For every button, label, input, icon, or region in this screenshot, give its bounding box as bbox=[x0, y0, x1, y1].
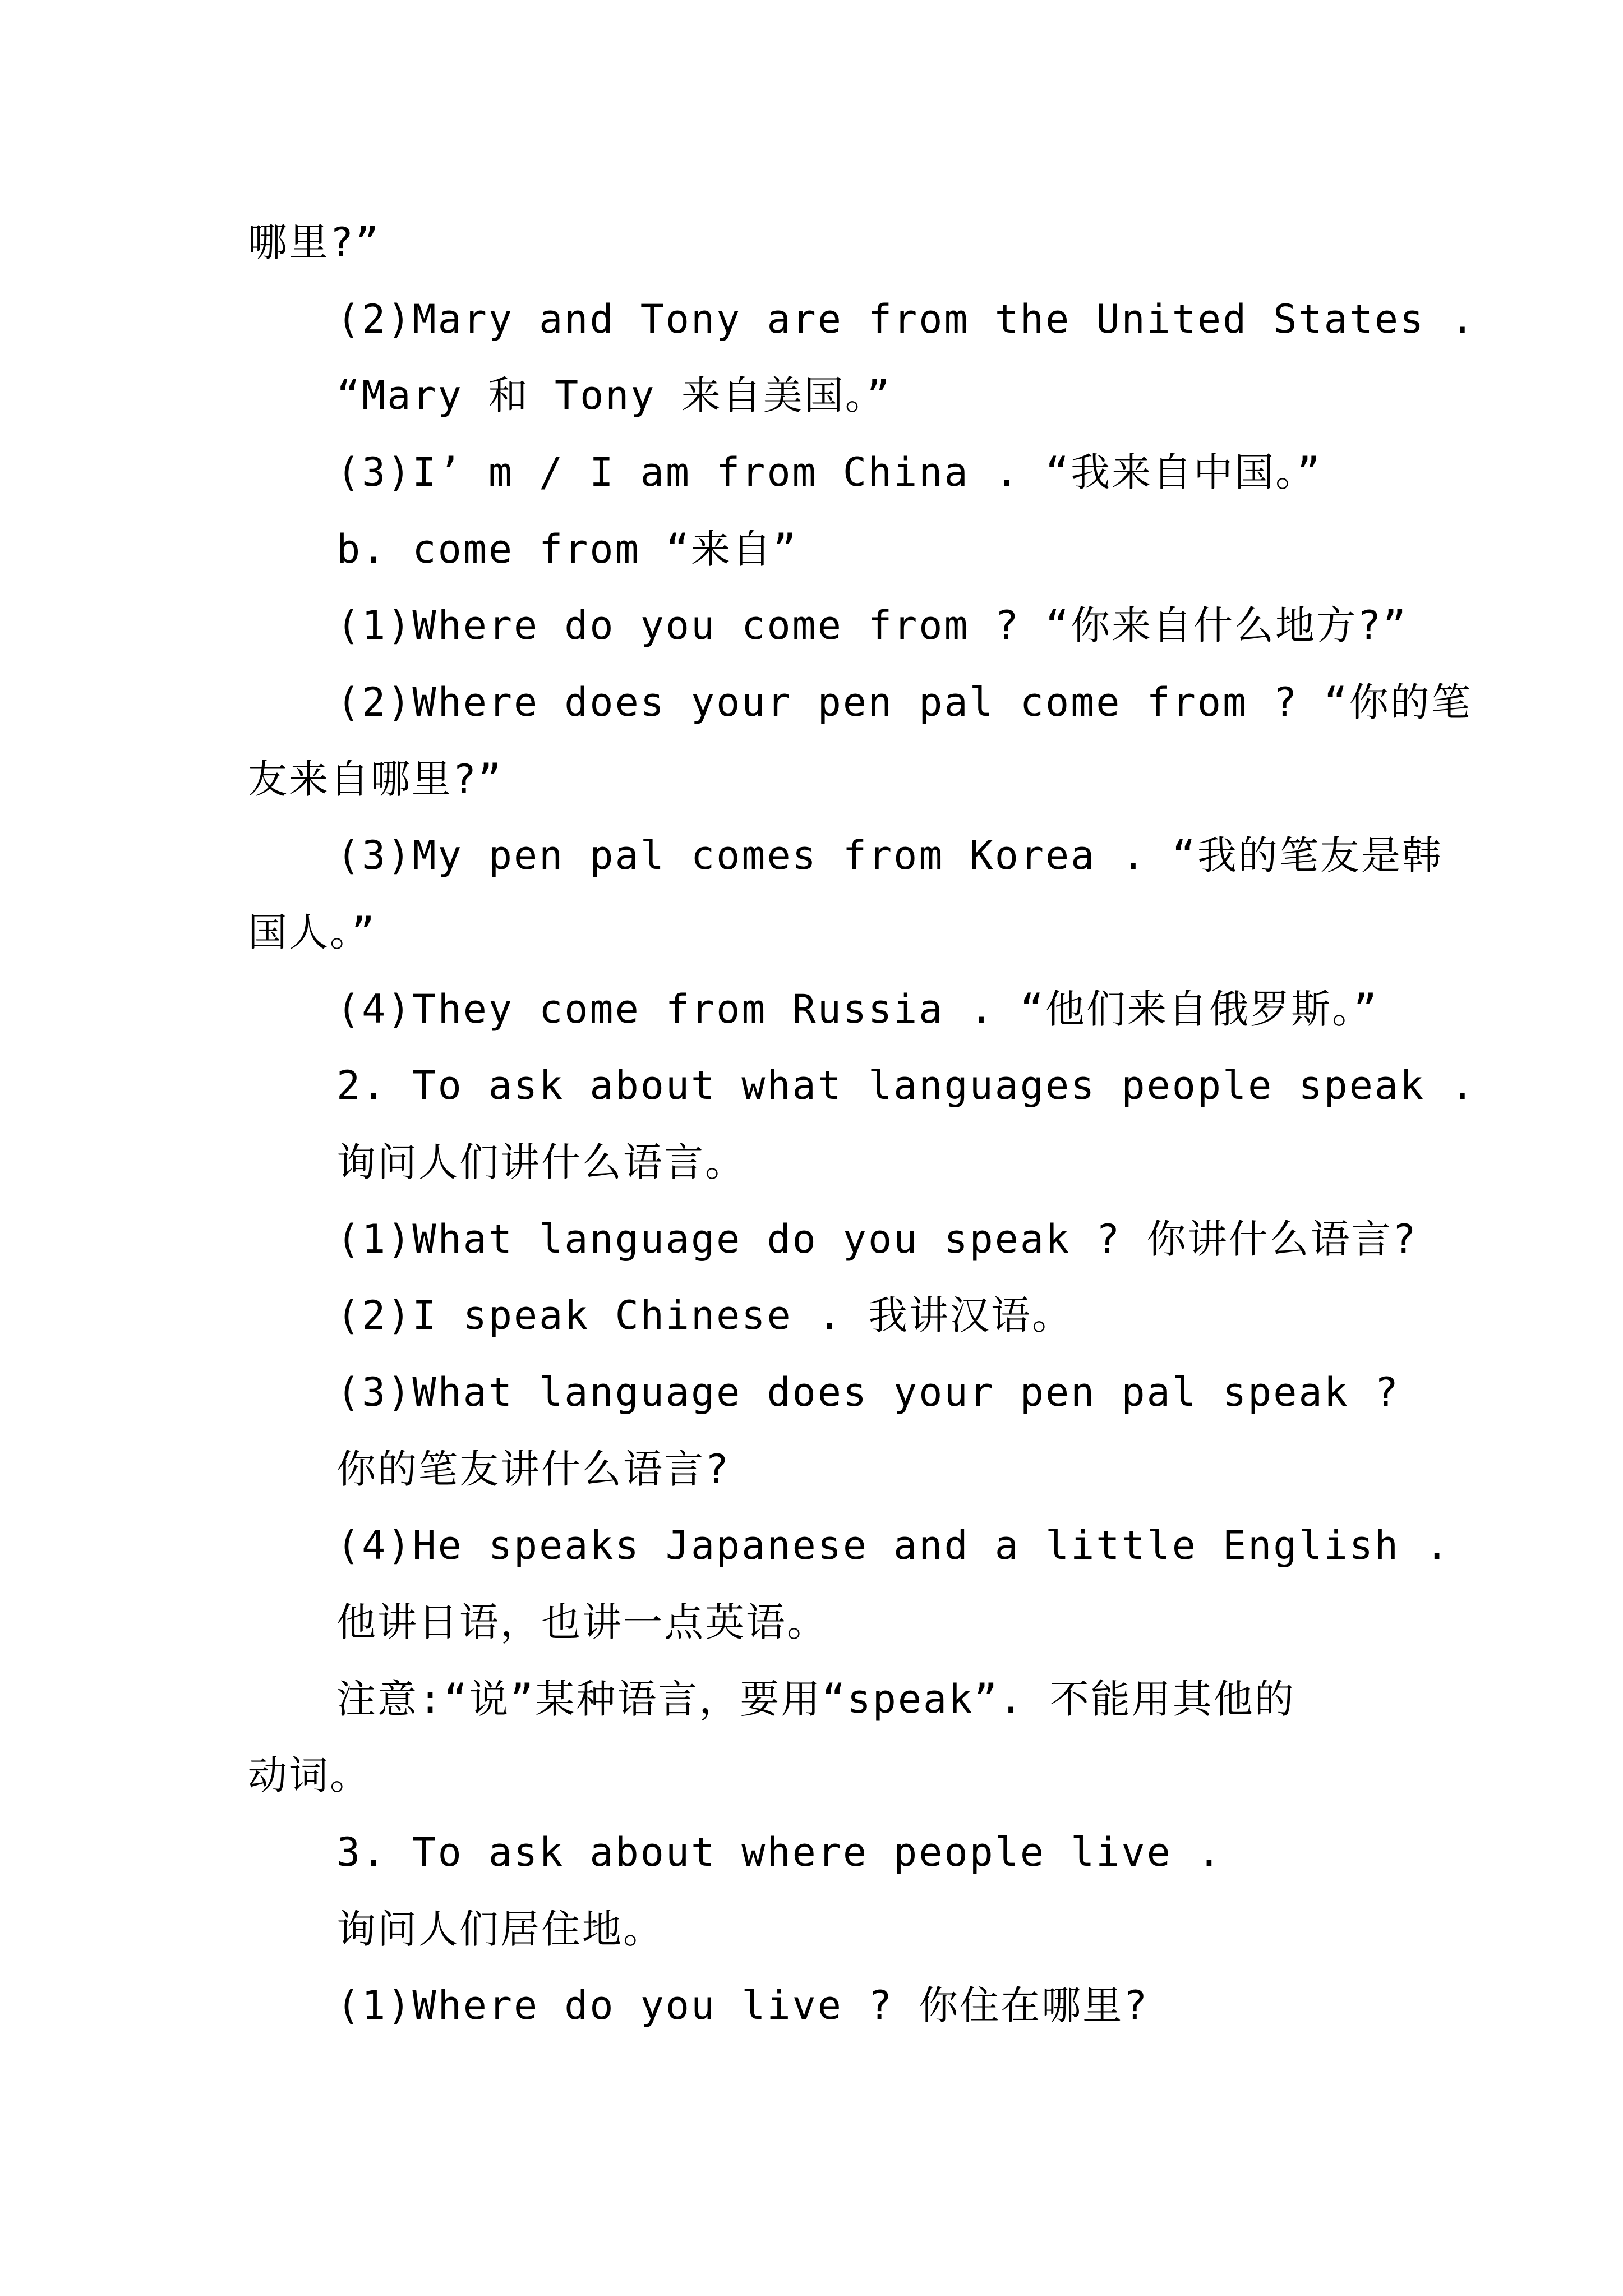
text-line: (1)Where do you come from ? “你来自什么地方?” bbox=[336, 602, 1408, 648]
text-line: 他讲日语，也讲一点英语。 bbox=[336, 1599, 828, 1645]
text-line: 你的笔友讲什么语言? bbox=[336, 1446, 731, 1492]
text-line: (3)My pen pal comes from Korea . “我的笔友是韩 bbox=[336, 832, 1443, 878]
text-line: (3)What language does your pen pal speak ? bbox=[336, 1369, 1400, 1415]
text-line: 2. To ask about what languages people speak . bbox=[336, 1062, 1476, 1108]
text-line: (2)I speak Chinese . 我讲汉语。 bbox=[336, 1292, 1073, 1338]
text-line: (3)I’ m / I am from China . “我来自中国。” bbox=[336, 449, 1322, 495]
text-line: b. come from “来自” bbox=[336, 526, 799, 572]
text-line: (1)Where do you live ? 你住在哪里? bbox=[336, 1982, 1149, 2028]
text-line: 国人。” bbox=[248, 909, 377, 955]
text-line: (2)Mary and Tony are from the United States . bbox=[336, 296, 1476, 342]
text-line: 询问人们居住地。 bbox=[336, 1906, 664, 1952]
text-line: (1)What language do you speak ? 你讲什么语言? bbox=[336, 1216, 1418, 1262]
text-line: (4)He speaks Japanese and a little English . bbox=[336, 1522, 1451, 1568]
text-line: (4)They come from Russia . “他们来自俄罗斯。” bbox=[336, 986, 1379, 1032]
text-line: 注意:“说”某种语言，要用“speak”. 不能用其他的 bbox=[336, 1676, 1295, 1722]
text-line: 动词。 bbox=[248, 1752, 371, 1798]
text-line: 哪里?” bbox=[248, 219, 381, 265]
text-line: 友来自哪里?” bbox=[248, 756, 504, 802]
text-line: 3. To ask about where people live . bbox=[336, 1829, 1223, 1875]
text-line: (2)Where does your pen pal come from ? “你的笔 bbox=[336, 679, 1472, 725]
text-line: “Mary 和 Tony 来自美国。” bbox=[336, 372, 892, 418]
text-line: 询问人们讲什么语言。 bbox=[336, 1139, 746, 1185]
